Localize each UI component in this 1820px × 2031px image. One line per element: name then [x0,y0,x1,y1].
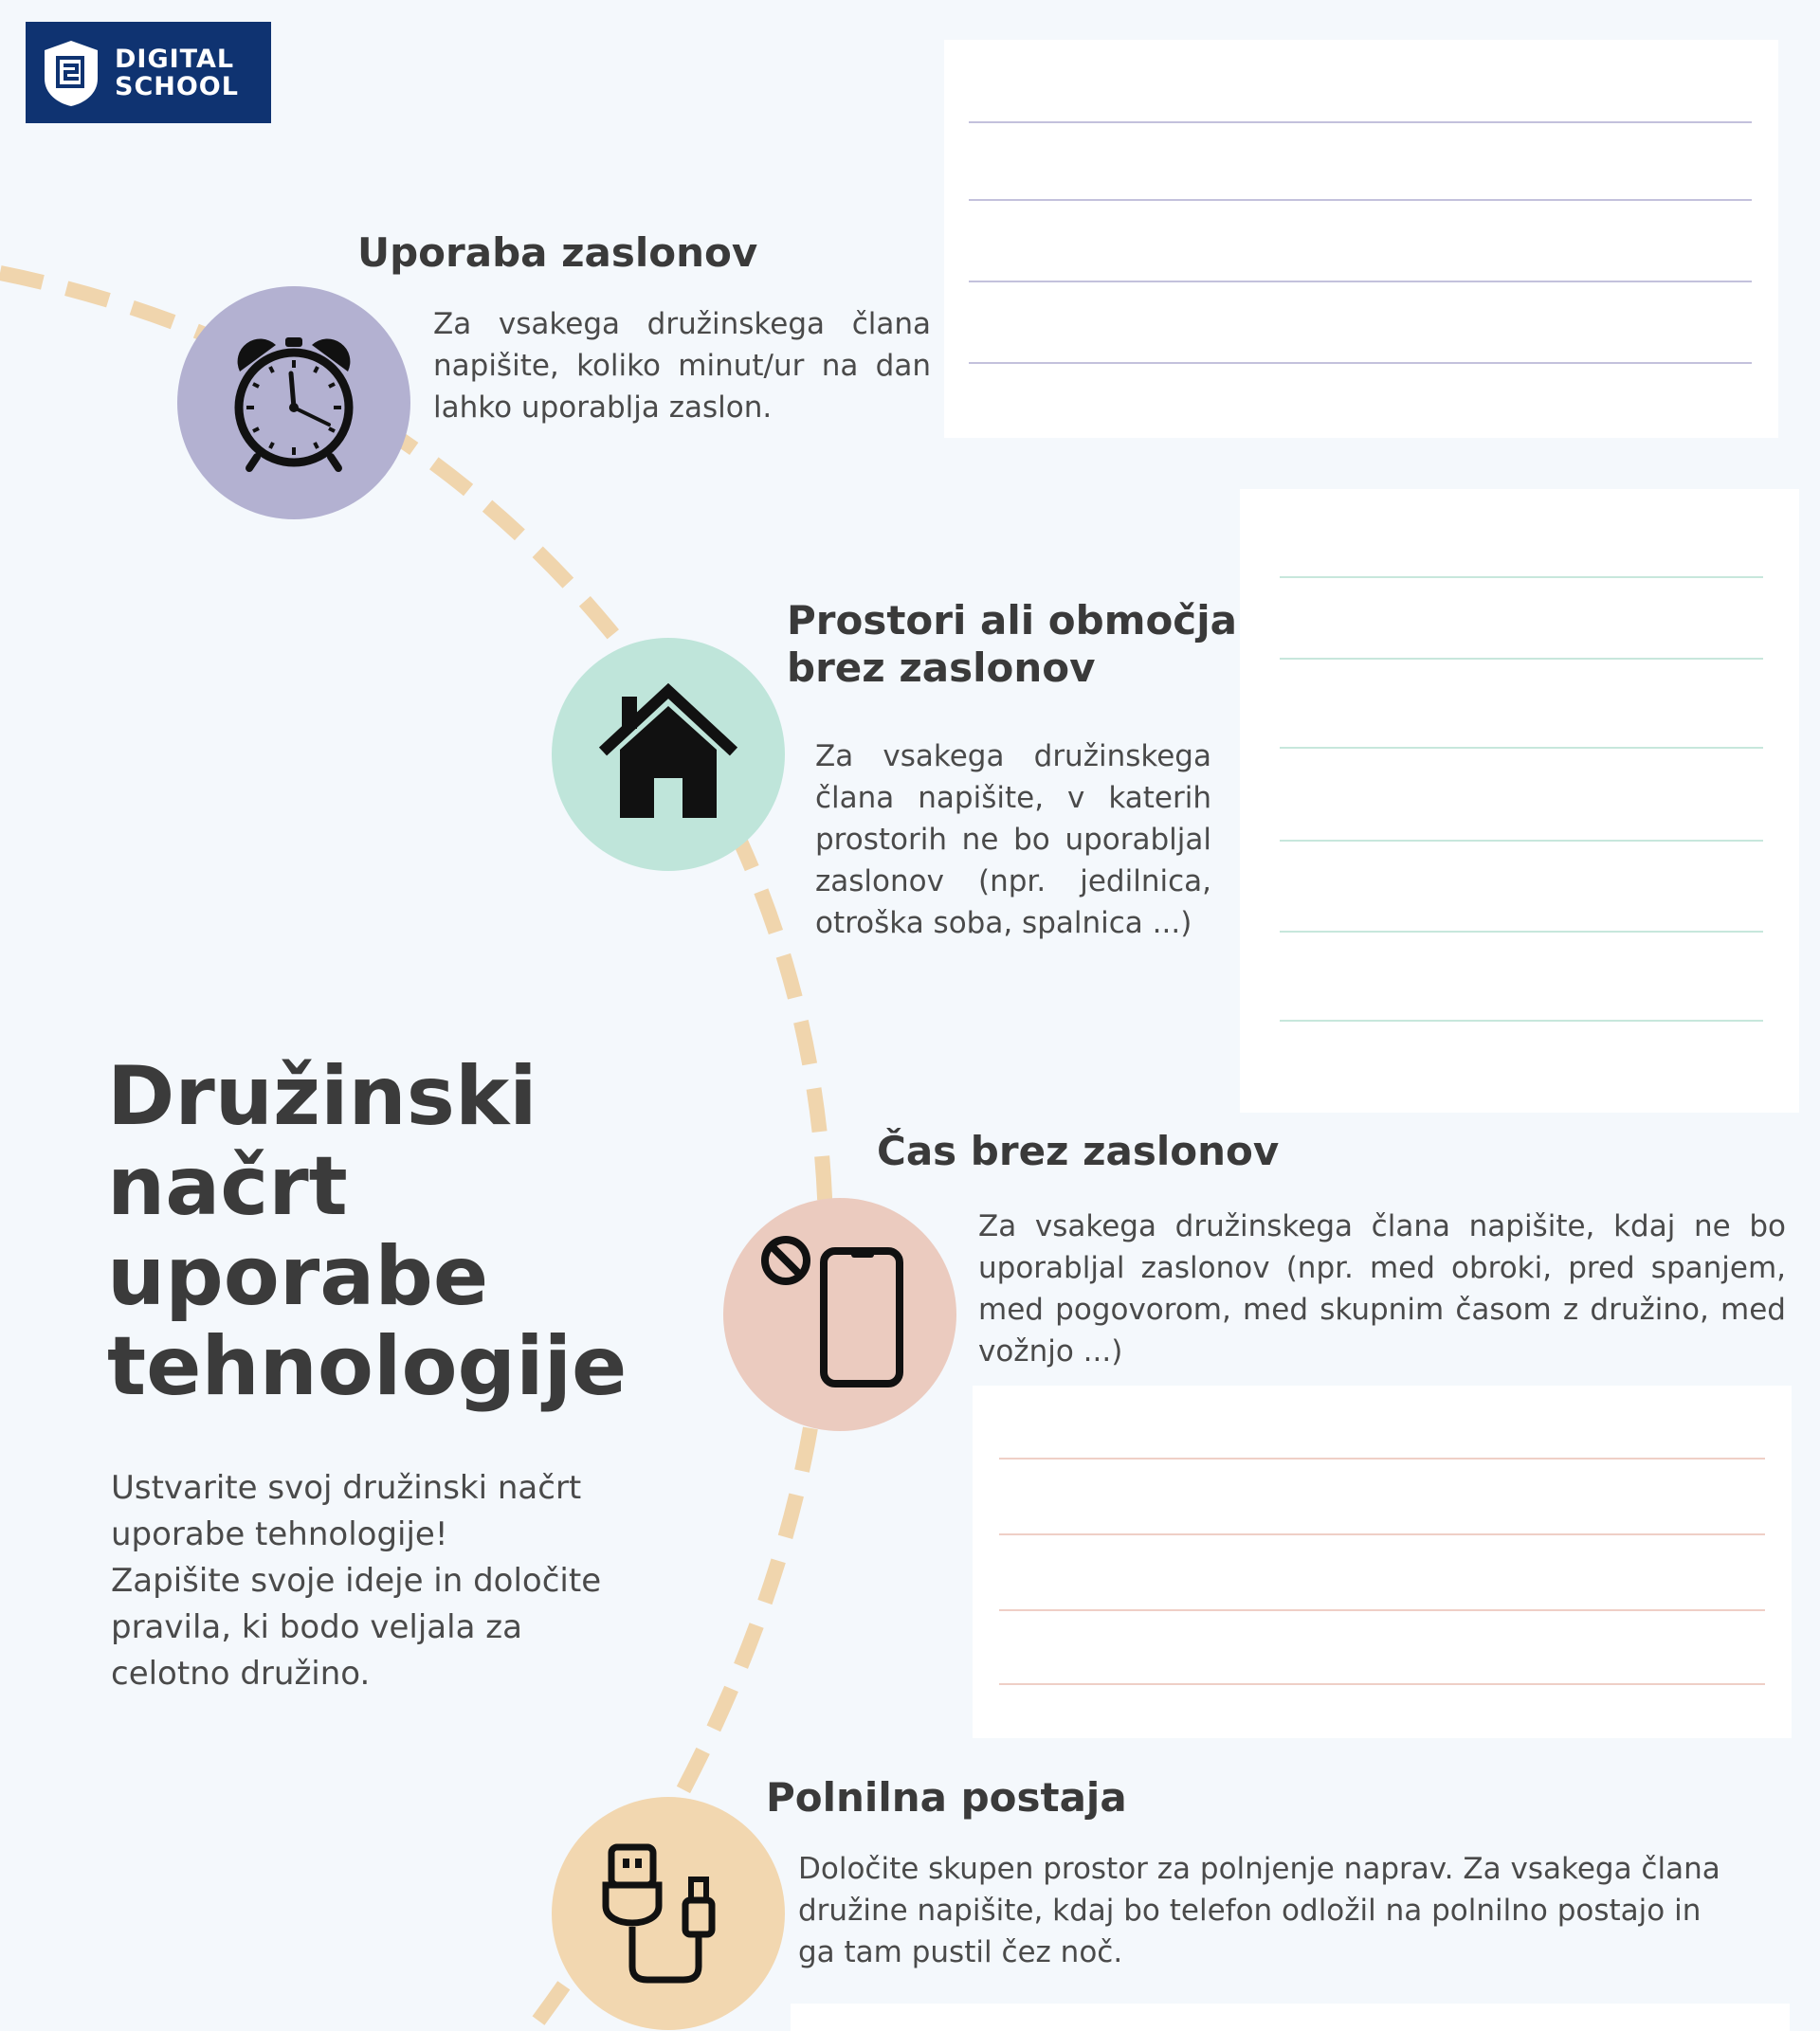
screen-free-time-text: Za vsakega družinskega člana napišite, kdaj ne bo uporabljal zaslonov (npr. med obroki, pred spanjem, med pogovorom, med skupnim časom z družino, med vožnjo ...) [978,1209,1786,1369]
page-title: Družinski načrt uporabe tehnologije [107,1049,628,1414]
screen-free-zones-text: Za vsakega družinskega člana napišite, v katerih prostorih ne bo uporabljal zaslonov (npr. jedilnica, otroška soba, spalnica ...) [815,739,1211,940]
write-line [1280,931,1763,933]
alarm-clock-icon [223,332,365,474]
subtitle-line: Zapišite svoje ideje in določite [111,1562,602,1600]
digital-school-logo [26,22,271,123]
subtitle-line: uporabe tehnologije! [111,1515,448,1553]
write-line [1280,658,1763,660]
screen-free-time-circle [723,1198,956,1431]
subtitle-line: pravila, ki bodo veljala za [111,1608,522,1646]
charging-station-write-box[interactable] [791,2004,1790,2031]
screen-free-zones-circle [552,638,785,871]
screen-time-write-box[interactable] [944,40,1778,438]
write-line [969,121,1752,123]
screen-time-circle [177,286,410,519]
write-line [999,1458,1765,1460]
screen-time-title: Uporaba zaslonov [357,229,758,276]
write-line [1280,1020,1763,1022]
write-line [1280,747,1763,749]
write-line [969,199,1752,201]
subtitle-line: Ustvarite svoj družinski načrt [111,1469,582,1507]
write-line [969,362,1752,364]
write-line [999,1609,1765,1611]
charging-station-circle [552,1797,785,2030]
page-subtitle [111,1465,642,1697]
charging-station-text: Določite skupen prostor za polnjenje naprav. Za vsakega člana družine napišite, kdaj bo telefon odložil na polnilno postajo in ga tam pustil čez noč. [798,1852,1720,1969]
screen-free-time-write-box[interactable] [973,1386,1792,1738]
screen-free-time-title: Čas brez zaslonov [877,1128,1280,1174]
shield-logo-icon [41,39,101,107]
write-line [1280,840,1763,842]
write-line [1280,576,1763,578]
write-line [999,1533,1765,1535]
screen-time-text: Za vsakega družinskega člana napišite, koliko minut/ur na dan lahko uporablja zaslon. [433,307,931,425]
charging-cable-icon [592,1838,744,1989]
screen-free-zones-title: Prostori ali območja brez zaslonov [787,597,1237,691]
no-phone-icon [759,1234,920,1395]
write-line [969,281,1752,282]
charging-station-title: Polnilna postaja [766,1774,1127,1821]
logo-line-2: SCHOOL [115,71,239,101]
subtitle-line: celotno družino. [111,1655,371,1693]
house-icon [597,683,739,825]
logo-text [115,45,239,100]
write-line [999,1683,1765,1685]
logo-line-1: DIGITAL [115,44,235,74]
screen-free-zones-write-box[interactable] [1240,489,1799,1113]
